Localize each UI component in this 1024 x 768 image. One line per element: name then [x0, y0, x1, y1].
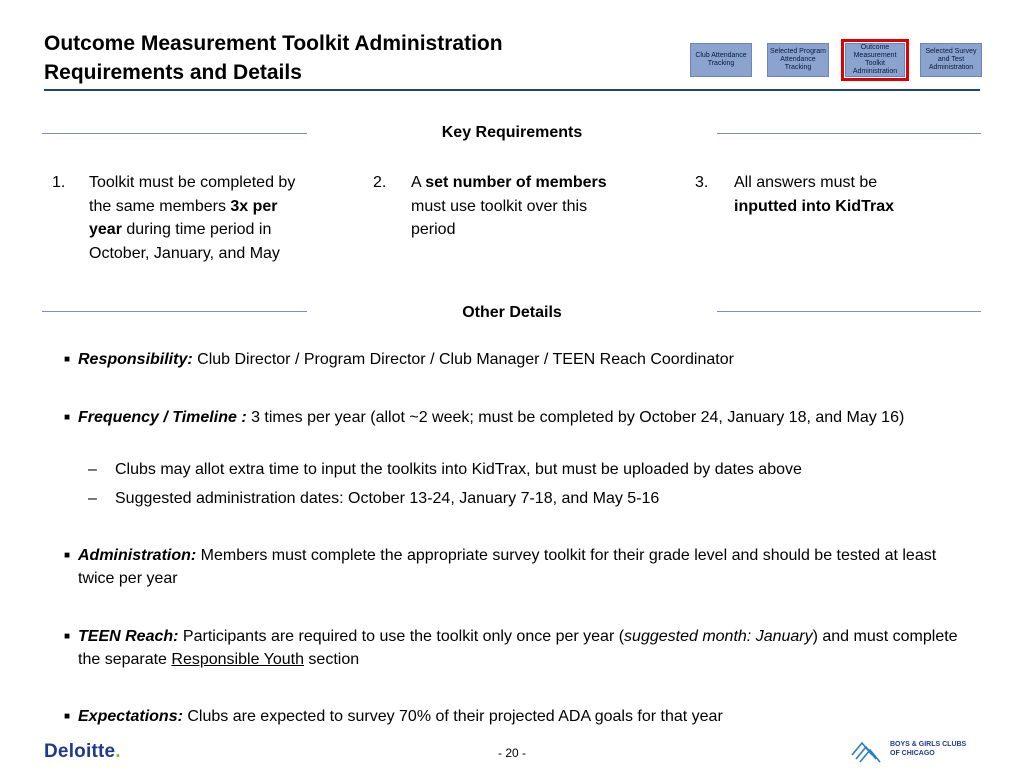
requirement-run: period — [411, 221, 456, 238]
requirement-run: A — [411, 174, 426, 191]
bgc-logo-text — [890, 740, 966, 758]
requirement-run: All answers must be — [734, 174, 878, 191]
bullet-icon: ■ — [64, 354, 71, 365]
requirement-line — [734, 195, 894, 219]
requirement-line — [734, 171, 894, 195]
dash-icon: – — [88, 490, 97, 507]
requirement-text — [89, 171, 295, 265]
section-rule-left — [42, 133, 307, 134]
bullet-icon: ■ — [64, 631, 71, 642]
tab-selected-survey-test[interactable] — [920, 43, 982, 77]
logo-word: Deloitte — [44, 741, 116, 762]
detail-administration — [64, 544, 974, 590]
section-rule-right — [717, 311, 981, 312]
requirement-text — [734, 171, 894, 218]
requirement-run: the same members — [89, 197, 231, 215]
detail-label: Administration: — [78, 547, 197, 564]
tab-label: Selected Program Attendance Tracking — [769, 48, 827, 71]
detail-expectations — [64, 705, 974, 728]
detail-sub-item — [88, 487, 659, 510]
title-divider — [44, 89, 980, 91]
requirement-emphasis: set number of members — [425, 174, 607, 191]
dash-icon: – — [88, 461, 97, 478]
section-rule-left — [42, 311, 307, 312]
bullet-icon: ■ — [64, 412, 71, 423]
requirement-emphasis: 3x per — [230, 197, 278, 215]
requirement-line — [89, 171, 295, 195]
requirement-run: must use toolkit over this — [411, 197, 588, 215]
requirement-emphasis: inputted into KidTrax — [734, 197, 894, 215]
requirement-number: 1. — [52, 174, 66, 191]
requirement-line — [89, 195, 295, 219]
tab-label: Club Attendance Tracking — [695, 52, 747, 67]
page-title-line2: Requirements and Details — [44, 61, 302, 84]
tab-selected-program-attendance[interactable] — [767, 43, 829, 77]
detail-text: Participants are required to use the toolkit only once per year ( — [178, 628, 625, 645]
detail-label: TEEN Reach: — [78, 628, 179, 645]
tab-label: Outcome Measurement Toolkit Administration — [852, 44, 898, 75]
tab-label: Selected Survey and Test Administration — [925, 48, 977, 71]
tab-club-attendance-tracking[interactable] — [690, 43, 752, 77]
bullet-icon: ■ — [64, 711, 71, 722]
requirement-line — [89, 218, 295, 242]
requirement-line — [411, 218, 607, 242]
sub-item-text: Suggested administration dates: October 13-24, January 7-18, and May 5-16 — [115, 490, 660, 507]
requirement-run: Toolkit must be completed by — [89, 174, 296, 191]
key-requirements-heading: Key Requirements — [441, 124, 583, 141]
requirement-number: 2. — [373, 174, 387, 191]
requirement-line — [89, 242, 295, 266]
detail-text: Clubs are expected to survey 70% of their projected ADA goals for that year — [182, 708, 723, 725]
detail-text: 3 times per year (allot ~2 week; must be completed by October 24, January 18, and May 16) — [246, 409, 905, 426]
detail-italic-text: suggested month: January — [624, 628, 813, 645]
deloitte-logo — [44, 741, 121, 763]
detail-sub-item — [88, 458, 802, 481]
detail-label: Expectations: — [78, 708, 183, 725]
requirement-line — [411, 195, 607, 219]
bullet-icon: ■ — [64, 550, 71, 561]
requirement-run: October, January, and May — [89, 244, 280, 262]
detail-responsibility — [64, 348, 974, 371]
page-title — [44, 29, 503, 87]
other-details-heading: Other Details — [462, 304, 562, 321]
requirement-run: during time period in — [121, 221, 272, 238]
detail-text: ) and must complete the separate — [78, 628, 958, 668]
detail-text: Members must complete the appropriate survey toolkit for their grade level and should be tested at least twice per year — [78, 547, 937, 587]
requirement-text — [411, 171, 607, 242]
bgc-line2: OF CHICAGO — [890, 750, 935, 757]
bgc-line1: BOYS & GIRLS CLUBS — [890, 741, 967, 748]
page-title-line1: Outcome Measurement Toolkit Administration — [44, 32, 503, 55]
requirement-number: 3. — [695, 174, 709, 191]
requirement-emphasis: year — [89, 221, 122, 238]
logo-dot: . — [115, 741, 121, 762]
detail-text: section — [303, 651, 360, 668]
section-rule-right — [717, 133, 981, 134]
detail-frequency — [64, 406, 974, 429]
detail-label: Frequency / Timeline : — [78, 409, 247, 426]
detail-teen-reach — [64, 625, 974, 671]
responsible-youth-link[interactable]: Responsible Youth — [171, 651, 304, 668]
tab-outcome-measurement-toolkit[interactable] — [845, 43, 905, 77]
detail-label: Responsibility: — [78, 351, 193, 368]
sub-item-text: Clubs may allot extra time to input the toolkits into KidTrax, but must be uploaded by dates above — [115, 461, 802, 478]
page-number: - 20 - — [497, 746, 526, 760]
requirement-line — [411, 171, 607, 195]
detail-text: Club Director / Program Director / Club Manager / TEEN Reach Coordinator — [192, 351, 734, 368]
